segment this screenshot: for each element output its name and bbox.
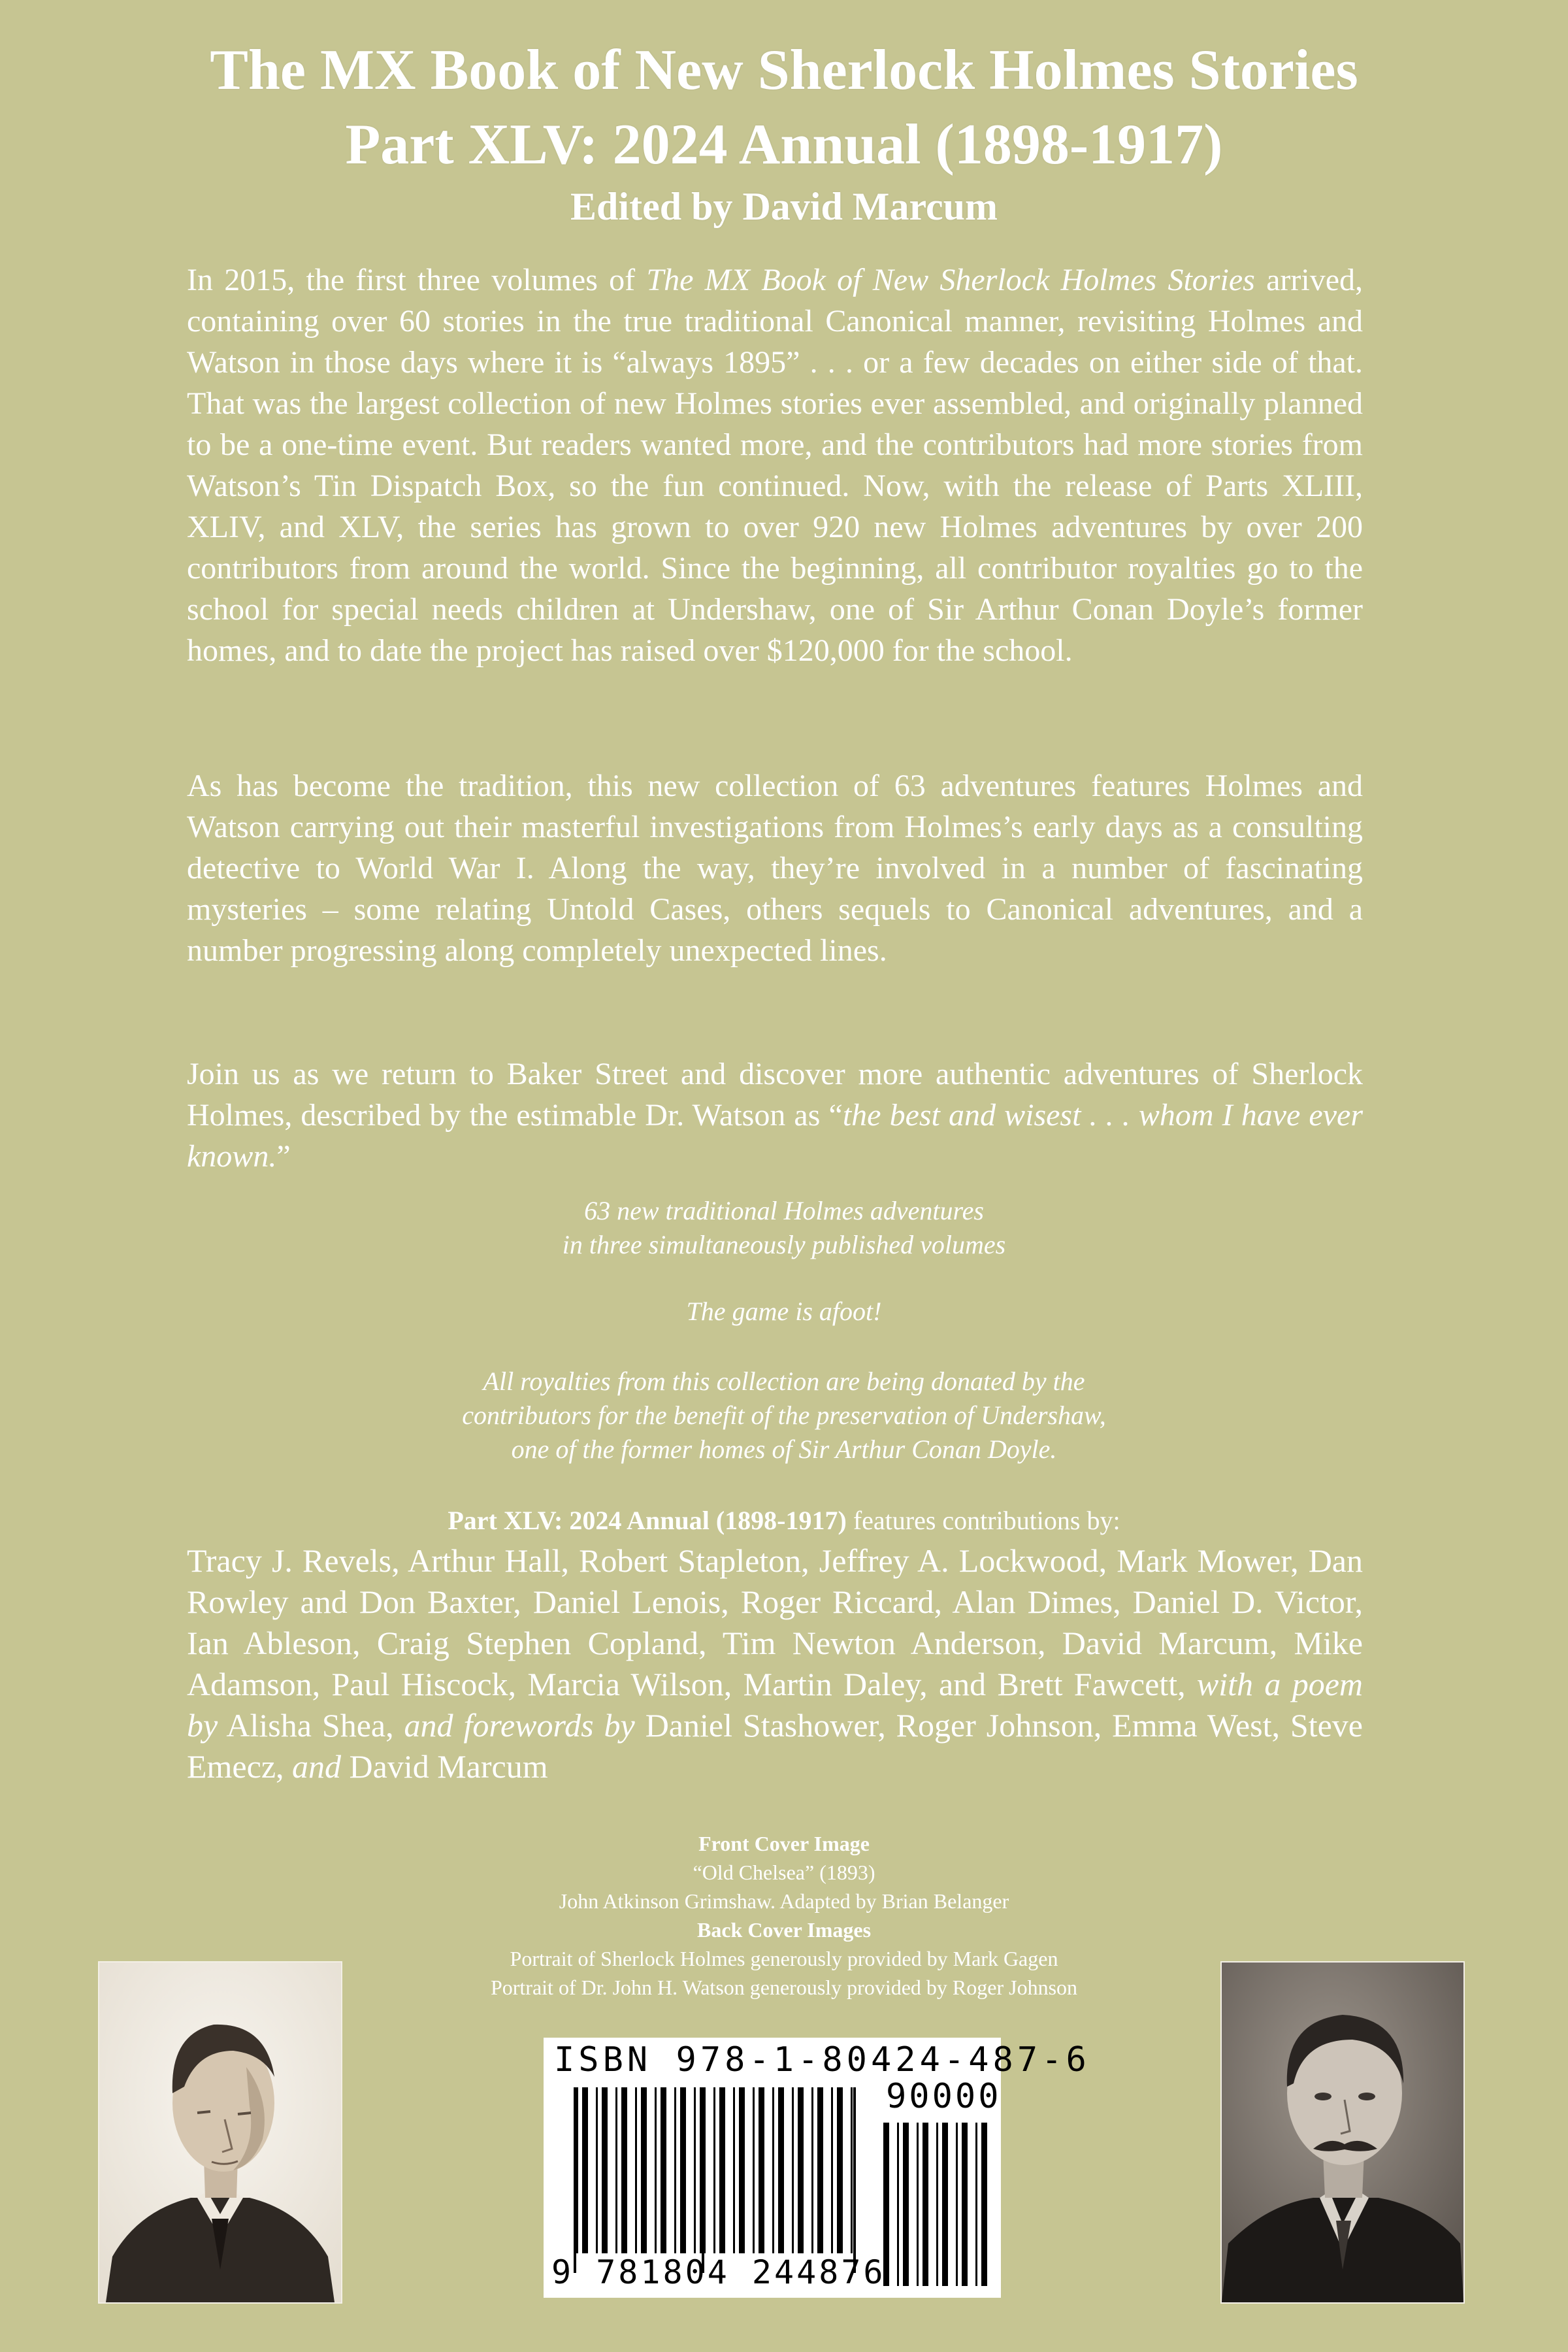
and-word: and bbox=[292, 1748, 342, 1785]
price-code: 90000 bbox=[886, 2077, 1002, 2116]
book-title: The MX Book of New Sherlock Holmes Stories bbox=[210, 39, 1358, 102]
blurb-p3-end: ” bbox=[276, 1139, 291, 1174]
isbn-label: ISBN 978-1-80424-487-6 bbox=[554, 2040, 1090, 2079]
forewords-label: and forewords by bbox=[404, 1707, 635, 1744]
blurb-paragraph-1 bbox=[187, 259, 1363, 671]
tagline-royalties-line1: All royalties from this collection are being donated by the bbox=[483, 1366, 1085, 1396]
watson-portrait bbox=[1220, 1961, 1465, 2304]
watson-portrait-art bbox=[1222, 1963, 1463, 2302]
front-cover-artist: John Atkinson Grimshaw. Adapted by Brian Belanger bbox=[559, 1889, 1009, 1913]
back-cover-heading: Back Cover Images bbox=[696, 1918, 872, 1942]
foreword-authors: Daniel Stashower, Roger Johnson, Emma West, Steve Emecz, bbox=[187, 1707, 1363, 1785]
book-subtitle: Part XLV: 2024 Annual (1898-1917) bbox=[345, 113, 1223, 176]
back-cover-credit-holmes: Portrait of Sherlock Holmes generously provided by Mark Gagen bbox=[510, 1947, 1058, 1970]
front-cover-title: “Old Chelsea” (1893) bbox=[693, 1861, 875, 1884]
series-title: The MX Book of New Sherlock Holmes Stories bbox=[646, 263, 1255, 297]
tagline-game-afoot: The game is afoot! bbox=[686, 1297, 882, 1326]
holmes-portrait bbox=[98, 1961, 342, 2304]
poet-name: Alisha Shea, bbox=[226, 1707, 394, 1744]
blurb-p1-start: In 2015, the first three volumes of bbox=[187, 263, 647, 297]
tagline-royalties-line2: contributors for the benefit of the preservation of Undershaw, bbox=[462, 1400, 1106, 1430]
isbn-barcode bbox=[544, 2038, 1090, 2298]
blurb-p3-start: Join us as we return to Baker Street and discover more authentic adventures of Sherlock Holmes, described by the estimable Dr. Watson as “ bbox=[187, 1057, 1363, 1133]
front-cover-heading: Front Cover Image bbox=[698, 1832, 870, 1855]
poem-label: with a poem by bbox=[187, 1666, 1364, 1744]
tagline-royalties-line3: one of the former homes of Sir Arthur Conan Doyle. bbox=[511, 1434, 1057, 1464]
blurb-paragraph-3 bbox=[187, 1053, 1363, 1177]
features-intro bbox=[0, 1504, 1568, 1538]
blurb-paragraph-2: As has become the tradition, this new collection of 63 adventures features Holmes and Watson carrying out their masterful investigations from Holmes’s early days as a consulting detective to World War I. Along the way, they’re involved in a number of fascinating mysteries – some relating Untold Cases, others sequels to Canonical adventures, and a number progressing along completely unexpected lines. bbox=[187, 769, 1363, 968]
holmes-portrait-art bbox=[99, 1963, 341, 2302]
features-intro-text: features contributions by: bbox=[846, 1506, 1120, 1535]
features-part-label: Part XLV: 2024 Annual (1898-1917) bbox=[448, 1506, 847, 1535]
watson-quote: the best and wisest . . . whom I have ever known. bbox=[187, 1098, 1364, 1174]
tagline-adventures-line2: in three simultaneously published volumes bbox=[562, 1230, 1006, 1259]
blurb-p1-rest: arrived, containing over 60 stories in the true traditional Canonical manner, revisiting Holmes and Watson in those days where it is “always 1895” . . . or a few decades on either side of that. That was the largest collection of new Holmes stories ever assembled, and originally planned to be a one-time event. But readers wanted more, and the contributors had more stories from Watson’s Tin Dispatch Box, so the fun continued. Now, with the release of Parts XLIII, XLIV, and XLV, the series has grown to over 920 new Holmes adventures by over 200 contributors from around the world. Since the beginning, all contributor royalties go to the school for special needs children at Undershaw, one of Sir Arthur Conan Doyle’s former homes, and to date the project has raised over $120,000 for the school. bbox=[187, 263, 1363, 668]
barcode-digits: 9 781804 244876 bbox=[551, 2253, 886, 2291]
tagline-adventures bbox=[0, 1194, 1568, 1262]
contributor-authors: Tracy J. Revels, Arthur Hall, Robert Stapleton, Jeffrey A. Lockwood, Mark Mower, Dan Rowley and Don Baxter, Daniel Lenois, Roger Riccard, Alan Dimes, Daniel D. Victor, Ian Ableson, Craig Stephen Copland, Tim Newton Anderson, David Marcum, Mike Adamson, Paul Hiscock, Marcia Wilson, Martin Daley, and Brett Fawcett, bbox=[187, 1542, 1363, 1702]
editor-credit: Edited by David Marcum bbox=[570, 185, 998, 228]
foreword-final-author: David Marcum bbox=[349, 1748, 548, 1785]
tagline-adventures-line1: 63 new traditional Holmes adventures bbox=[584, 1196, 984, 1225]
contributors-list bbox=[187, 1540, 1363, 1787]
tagline-royalties bbox=[0, 1365, 1568, 1466]
back-cover-credit-watson: Portrait of Dr. John H. Watson generously provided by Roger Johnson bbox=[490, 1976, 1078, 1999]
